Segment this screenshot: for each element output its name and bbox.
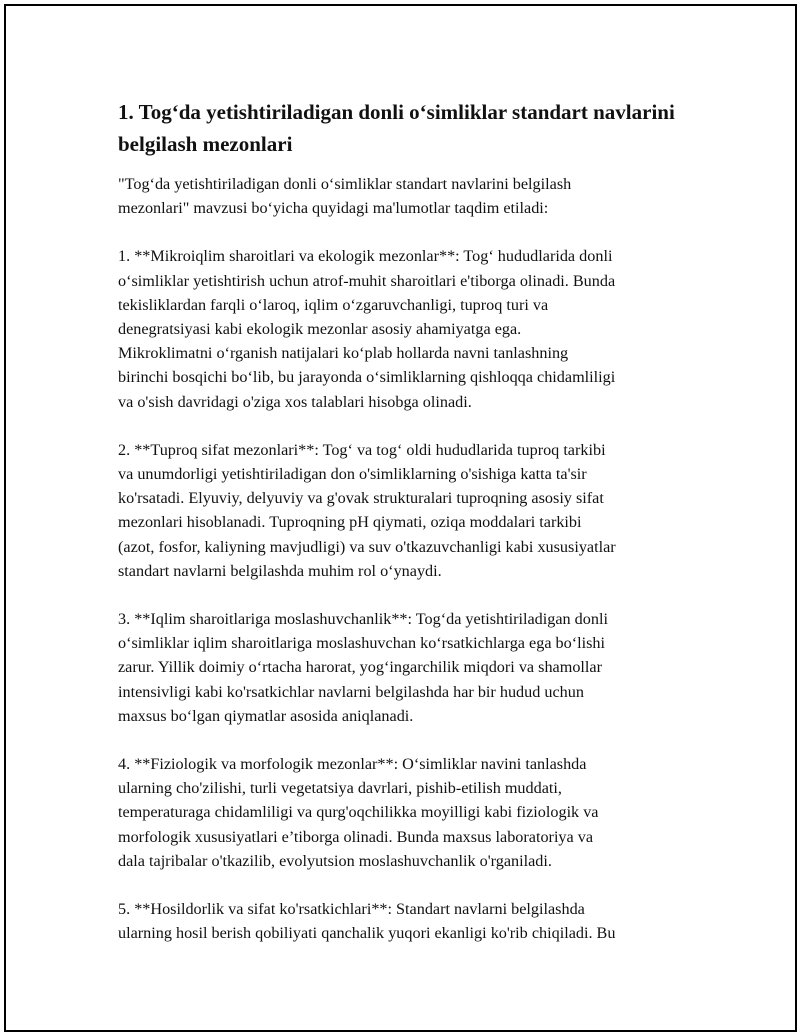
text-line: ko'rsatadi. Elyuviy, delyuviy va g'ovak strukturalari tuproqning asosiy sifat <box>118 489 604 508</box>
text-line: maxsus bo‘lgan qiymatlar asosida aniqlanadi. <box>118 706 414 725</box>
text-line: 5. **Hosildorlik va sifat ko'rsatkichlari**: Standart navlarni belgilashda <box>118 900 585 919</box>
intro-paragraph <box>118 172 693 220</box>
text-line: morfologik xususiyatlari e’tiborga olinadi. Bunda maxsus laboratoriya va <box>118 827 594 846</box>
title-line: belgilash mezonlari <box>118 132 293 156</box>
text-line: denegratsiyasi kabi ekologik mezonlar asosiy ahamiyatga ega. <box>118 320 522 339</box>
text-line: zarur. Yillik doimiy o‘rtacha harorat, yog‘ingarchilik miqdori va shamollar <box>118 658 602 677</box>
text-line: 4. **Fiziologik va morfologik mezonlar**: O‘simliklar navini tanlashda <box>118 755 587 774</box>
text-line: standart navlarni belgilashda muhim rol o‘ynaydi. <box>118 561 442 580</box>
paragraph-climate-adaptation <box>118 607 693 728</box>
text-line: mezonlari" mavzusi bo‘yicha quyidagi ma'lumotlar taqdim etiladi: <box>118 199 549 218</box>
text-line: va unumdorligi yetishtiriladigan don o'simliklarning o'sishiga katta ta'sir <box>118 465 587 484</box>
text-line: "Tog‘da yetishtiriladigan donli o‘simliklar standart navlarini belgilash <box>118 175 572 193</box>
title-line: 1. Tog‘da yetishtiriladigan donli o‘simliklar standart navlarini <box>118 100 675 124</box>
paragraph-microclimate <box>118 244 693 413</box>
text-line: va o'sish davridagi o'ziga xos talablari hisobga olinadi. <box>118 392 472 411</box>
text-line: o‘simliklar yetishtirish uchun atrof-muhit sharoitlari e'tiborga olinadi. Bunda <box>118 271 616 290</box>
text-line: tekisliklardan farqli o‘laroq, iqlim o‘zgaruvchanligi, tuproq turi va <box>118 295 549 314</box>
text-line: 1. **Mikroiqlim sharoitlari va ekologik mezonlar**: Tog‘ hududlarida donli <box>118 247 613 266</box>
document-page <box>4 4 797 1032</box>
text-line: ularning cho'zilishi, turli vegetatsiya davrlari, pishib-etilish muddati, <box>118 779 562 798</box>
text-line: mezonlari hisoblanadi. Tuproqning pH qiymati, oziqa moddalari tarkibi <box>118 513 582 532</box>
text-line: birinchi bosqichi bo‘lib, bu jarayonda o‘simliklarning qishloqqa chidamliligi <box>118 368 616 387</box>
paragraph-physiological <box>118 752 693 873</box>
text-line: dala tajribalar o'tkazilib, evolyutsion moslashuvchanlik o'rganiladi. <box>118 851 552 870</box>
text-line: intensivligi kabi ko'rsatkichlar navlarni belgilashda har bir hudud uchun <box>118 682 584 701</box>
paragraph-yield-quality <box>118 897 693 945</box>
text-line: (azot, fosfor, kaliyning mavjudligi) va suv o'tkazuvchanligi kabi xususiyatlar <box>118 537 616 556</box>
document-content <box>118 96 693 969</box>
text-line: Mikroklimatni o‘rganish natijalari ko‘plab hollarda navni tanlashning <box>118 344 569 363</box>
document-title <box>118 96 693 160</box>
text-line: ularning hosil berish qobiliyati qanchalik yuqori ekanligi ko'rib chiqiladi. Bu <box>118 924 616 943</box>
text-line: temperaturaga chidamliligi va qurg'oqchilikka moyilligi kabi fiziologik va <box>118 803 599 822</box>
text-line: 2. **Tuproq sifat mezonlari**: Tog‘ va tog‘ oldi hududlarida tuproq tarkibi <box>118 440 606 459</box>
text-line: o‘simliklar iqlim sharoitlariga moslashuvchan ko‘rsatkichlarga ega bo‘lishi <box>118 634 606 653</box>
text-line: 3. **Iqlim sharoitlariga moslashuvchanlik**: Tog‘da yetishtiriladigan donli <box>118 610 608 629</box>
paragraph-soil-quality <box>118 438 693 583</box>
